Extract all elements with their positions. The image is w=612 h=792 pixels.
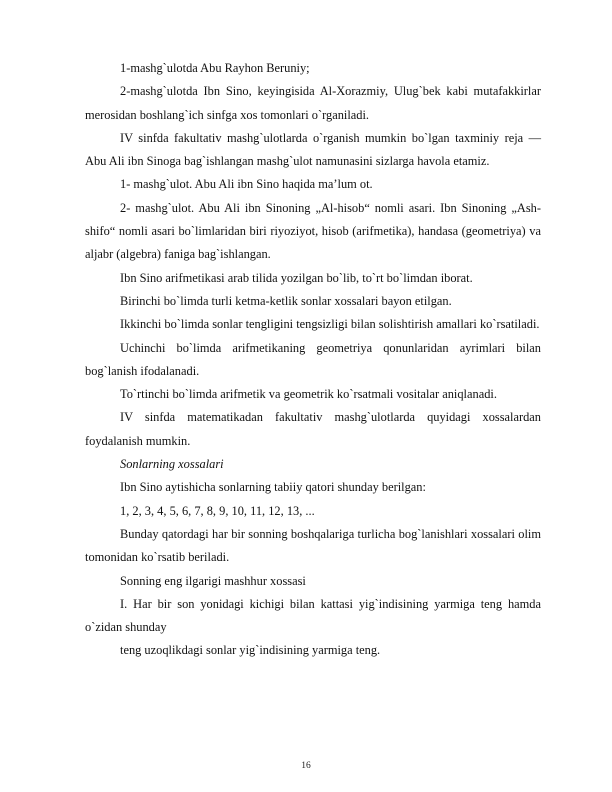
paragraph-1: 1-mashg`ulotda Abu Rayhon Beruniy; [120,61,310,75]
paragraph-18: teng uzoqlikdagi sonlar yig`indisining yarmiga teng. [120,643,381,658]
number-sequence: 1, 2, 3, 4, 5, 6, 7, 8, 9, 10, 11, 12, 13, ... [120,503,315,518]
section-heading: Sonlarning xossalari [120,457,224,472]
paragraph-6: Ibn Sino arifmetikasi arab tilida yozilgan bo`lib, to`rt bo`limdan iborat. [120,270,473,285]
body-text [85,57,541,663]
paragraph-2: 2-mashg`ulotda Ibn Sino, keyingisida Al-Xorazmiy, Ulug`bek kabi mutafakkirlar merosidan boshlang`ich sinfga xos tomonlari o`rganiladi. [85,84,541,122]
paragraph-7: Birinchi bo`limda turli ketma-ketlik sonlar xossalari bayon etilgan. [120,293,452,308]
paragraph-15: Bunday qatordagi har bir sonning boshqalariga turlicha bog`lanishlari xossalari olim tomonidan ko`rsatib beriladi. [85,526,541,565]
property-one: I. Har bir son yonidagi kichigi bilan kattasi yig`indisining yarmiga teng hamda o`zidan shunday [85,596,541,635]
paragraph-11: IV sinfda matematikadan fakultativ mashg`ulotlarda quyidagi xossalardan foydalanish mumkin. [85,410,541,448]
paragraph-5: 2- mashg`ulot. Abu Ali ibn Sinoning „Al-hisob“ nomli asari. Ibn Sinoning „Ash-shifo“ nomli asari bo`limlaridan biri riyoziyot, hisob (arifmetika), handasa (geometriya) va aljabr (algebra) faniga bag`ishlangan. [85,200,541,262]
paragraph-13: Ibn Sino aytishicha sonlarning tabiiy qatori shunday berilgan: [120,480,426,495]
paragraph-16: Sonning eng ilgarigi mashhur xossasi [120,573,306,588]
paragraph-10: To`rtinchi bo`limda arifmetik va geometrik ko`rsatmali vositalar aniqlanadi. [120,387,497,402]
paragraph-4: 1- mashg`ulot. Abu Ali ibn Sino haqida ma’lum ot. [120,177,373,192]
page-number: 16 [301,761,311,771]
paragraph-3: IV sinfda fakultativ mashg`ulotlarda o`rganish mumkin bo`lgan taxminiy reja — Abu Ali ibn Sinoga bag`ishlangan mashg`ulot namunasini sizlarga havola etamiz. [85,130,541,169]
paragraph-8: Ikkinchi bo`limda sonlar tengligini tengsizligi bilan solishtirish amallari ko`rsatiladi. [120,317,540,332]
paragraph-9: Uchinchi bo`limda arifmetikaning geometriya qonunlaridan ayrimlari bilan bog`lanish ifodalanadi. [85,340,541,378]
